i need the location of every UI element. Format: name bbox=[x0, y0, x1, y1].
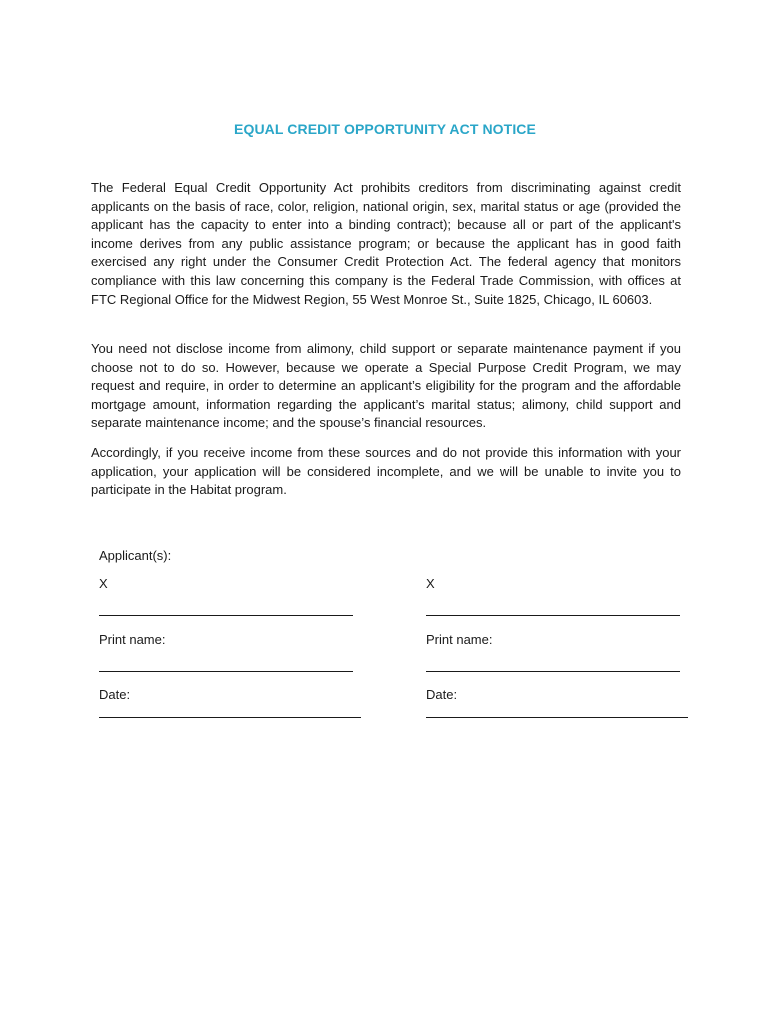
paragraph-income-disclosure: You need not disclose income from alimony, child support or separate maintenance payment if you choose not to do so. However, because we operate a Special Purpose Credit Program, we may request and require, in order to determine an applicant’s eligibility for the program and the affordable mortgage amount, information regarding the applicant’s marital status; alimony, child support and separate maintenance income; and the spouse’s financial resources. bbox=[91, 341, 681, 431]
applicants-heading: Applicant(s): bbox=[99, 548, 172, 563]
applicant-1-print-name-label: Print name: bbox=[99, 632, 166, 647]
applicant-1-signature-line[interactable] bbox=[99, 615, 353, 616]
applicant-2-print-name-line[interactable] bbox=[426, 671, 680, 672]
applicant-1-signature-mark: X bbox=[99, 576, 108, 591]
applicant-1-print-name-line[interactable] bbox=[99, 671, 353, 672]
applicant-2-print-name-label: Print name: bbox=[426, 632, 493, 647]
applicant-1-date-line[interactable] bbox=[99, 717, 361, 718]
paragraph-incomplete-application: Accordingly, if you receive income from these sources and do not provide this information with your application, your application will be considered incomplete, and we will be unable to invite you to participate in the Habitat program. bbox=[91, 445, 681, 498]
paragraph-ecoa-statement: The Federal Equal Credit Opportunity Act prohibits creditors from discriminating against credit applicants on the basis of race, color, religion, national origin, sex, marital status or age (provided the applicant has the capacity to enter into a binding contract); because all or part of the applicant's income derives from any public assistance program; or because the applicant has in good faith exercised any right under the Consumer Credit Protection Act. The federal agency that monitors compliance with this law concerning this company is the Federal Trade Commission, with offices at FTC Regional Office for the Midwest Region, 55 West Monroe St., Suite 1825, Chicago, IL 60603. bbox=[91, 180, 681, 307]
document-title: EQUAL CREDIT OPPORTUNITY ACT NOTICE bbox=[234, 121, 536, 137]
applicant-2-signature-mark: X bbox=[426, 576, 435, 591]
applicant-1-date-label: Date: bbox=[99, 687, 131, 702]
applicant-2-date-line[interactable] bbox=[426, 717, 688, 718]
applicant-2-date-label: Date: bbox=[426, 687, 458, 702]
applicant-2-signature-line[interactable] bbox=[426, 615, 680, 616]
